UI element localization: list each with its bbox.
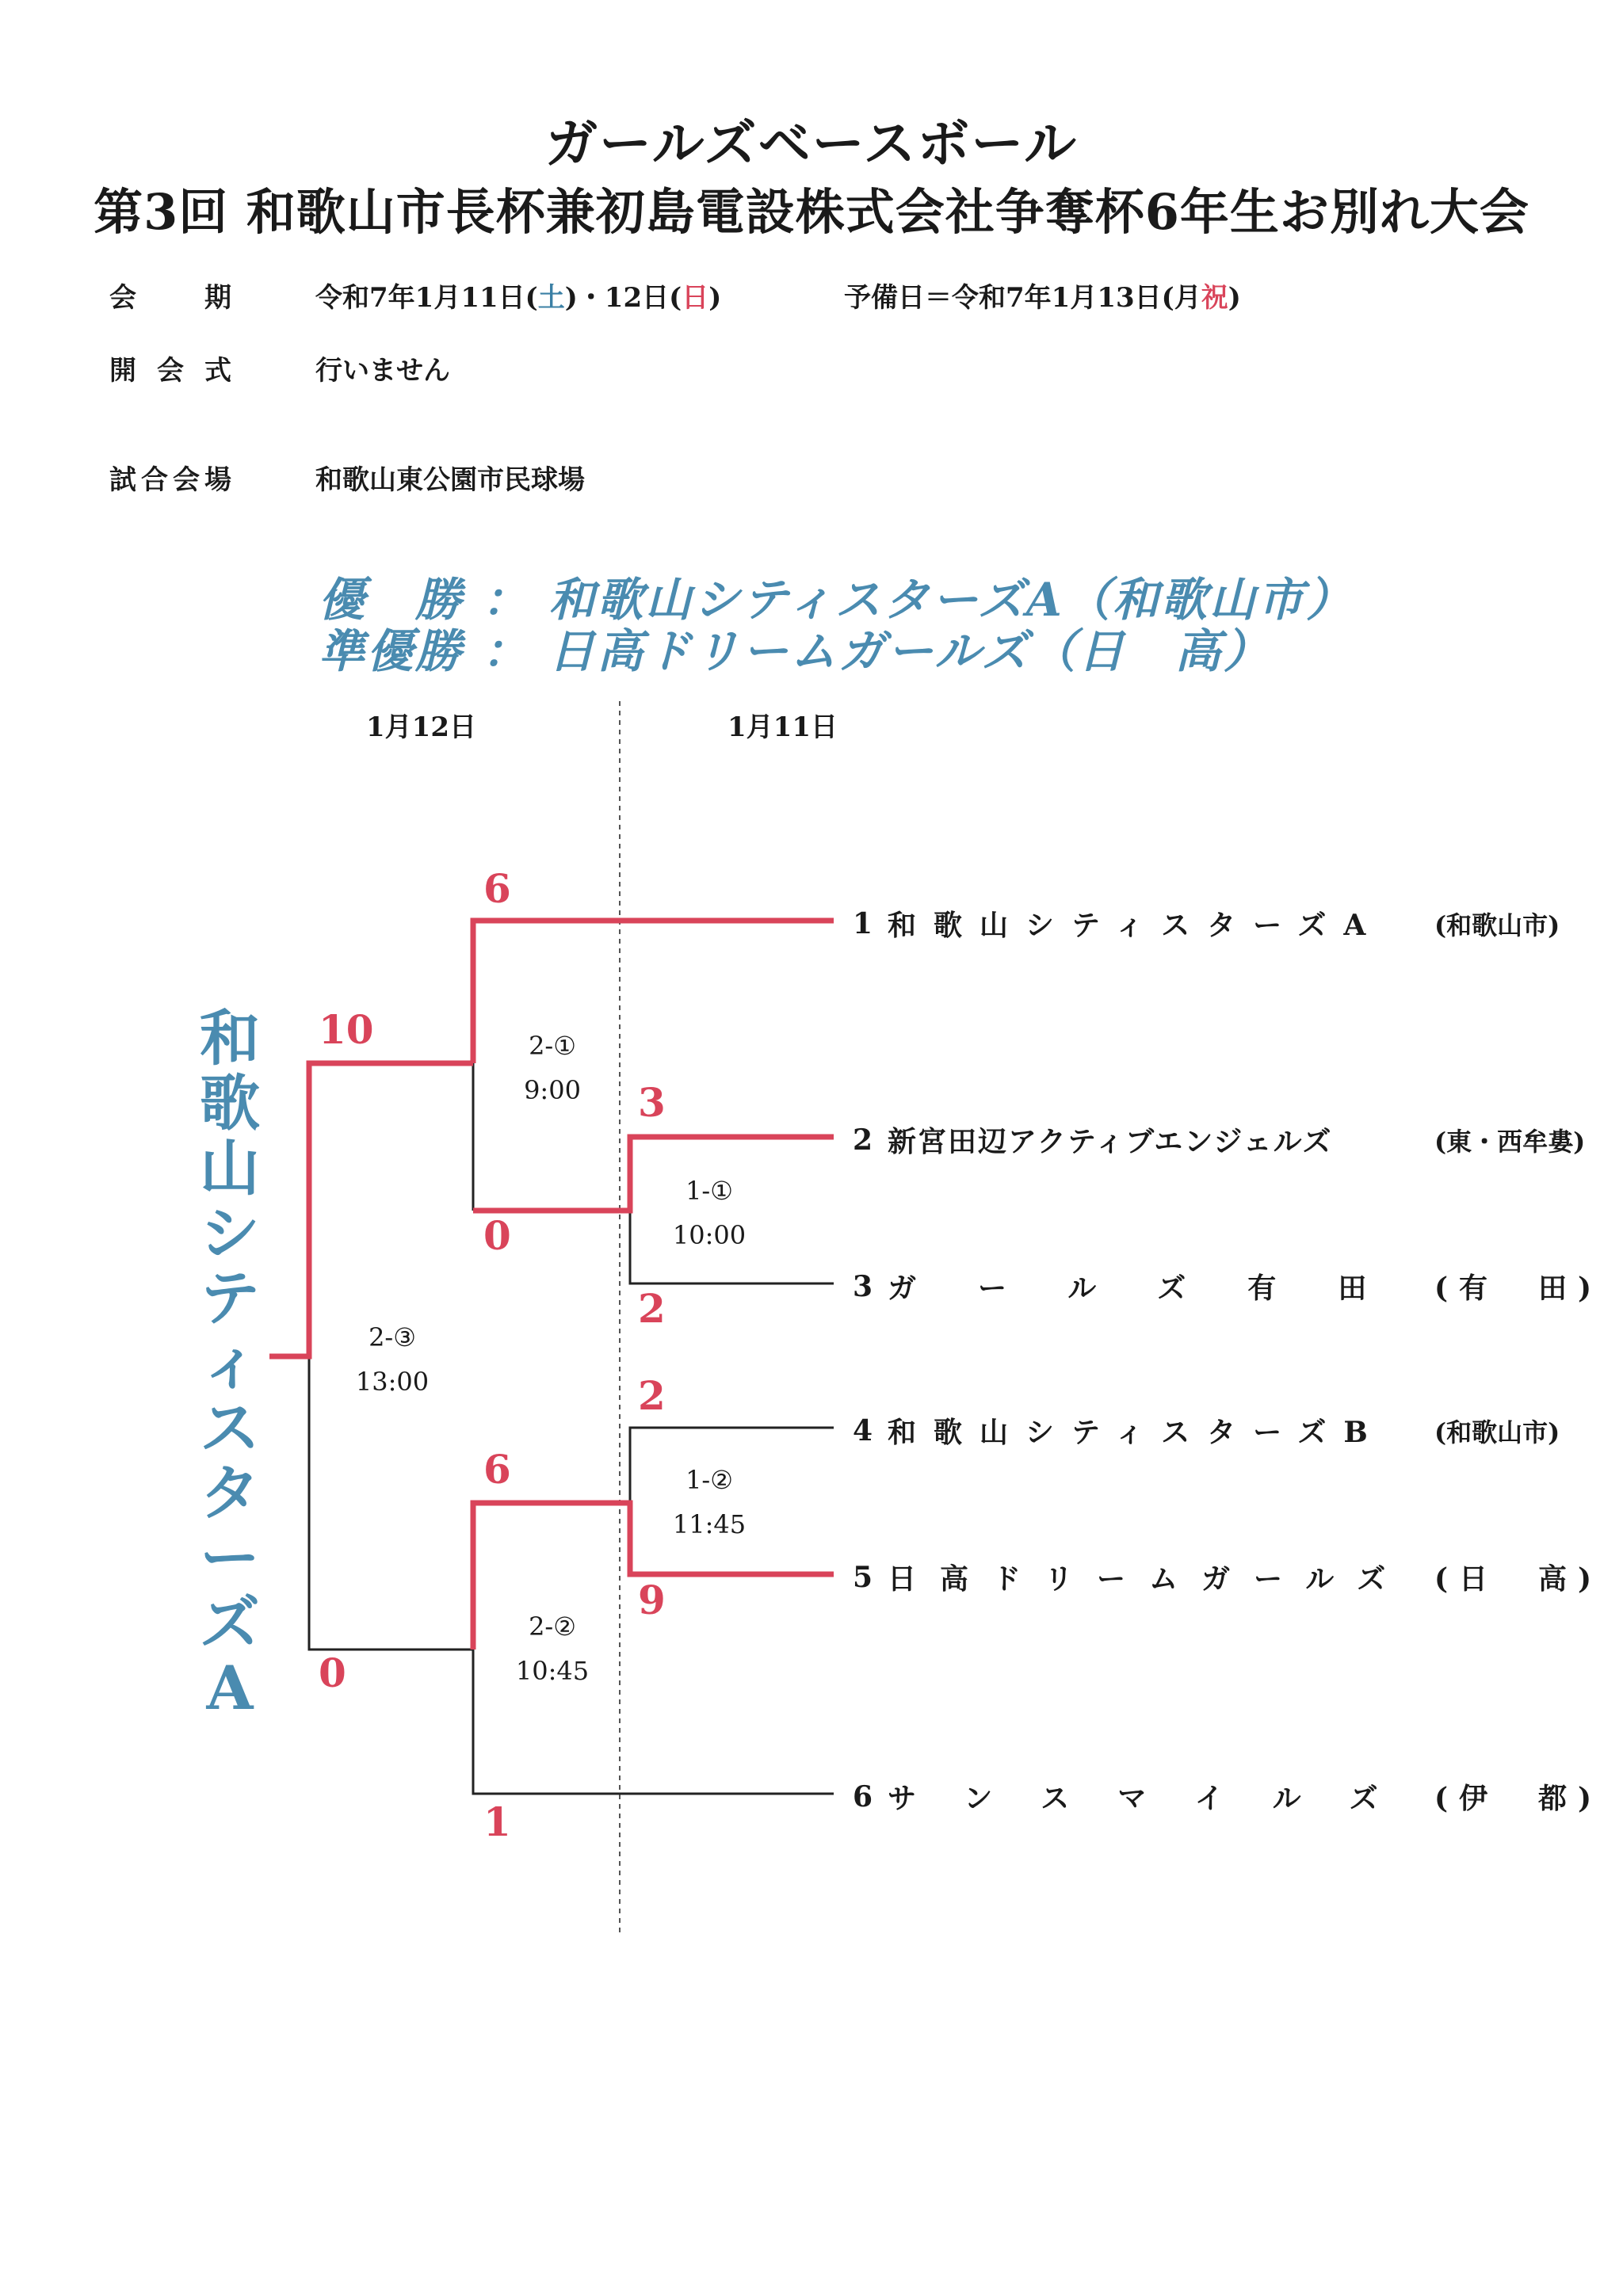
page-title: ガールズベースボール bbox=[544, 113, 1079, 174]
ceremony-value: 行いません bbox=[315, 355, 450, 387]
venue-value: 和歌山東公園市民球場 bbox=[315, 464, 585, 496]
date-right: 1月11日 bbox=[727, 711, 838, 743]
ceremony-label: 開会式 bbox=[109, 355, 252, 387]
match-2-2: 2-② 10:45 bbox=[515, 1611, 590, 1686]
match-1-1: 1-① 10:00 bbox=[672, 1176, 747, 1250]
winner-line: 優 勝 ： 和歌山シティスターズA（和歌山市） bbox=[319, 573, 1354, 627]
score-m11-top: 3 bbox=[638, 1079, 666, 1126]
champion-vertical: 和 歌 山 シ テ ィ ス タ ー ズ A bbox=[200, 1003, 260, 1723]
match-2-1: 2-① 9:00 bbox=[524, 1031, 581, 1105]
team-row: 5 日高ドリームガールズ (日 高) bbox=[853, 1560, 1603, 1596]
team-row: 3 ガールズ有田 (有 田) bbox=[853, 1269, 1603, 1305]
team-row: 1 和歌山シティスターズA (和歌山市) bbox=[853, 906, 1560, 942]
date-left: 1月12日 bbox=[366, 711, 476, 743]
reserve-day: 予備日＝令和7年1月13日(月祝) bbox=[844, 282, 1241, 314]
score-m21-bottom: 0 bbox=[483, 1212, 511, 1259]
line-winner-final bbox=[269, 1063, 473, 1356]
score-m12-bottom: 9 bbox=[638, 1577, 666, 1623]
period-label: 会 期 bbox=[109, 282, 252, 314]
team-row: 6 サンスマイルズ (伊 都) bbox=[853, 1779, 1603, 1815]
score-final-bottom: 0 bbox=[319, 1650, 346, 1696]
score-final-top: 10 bbox=[319, 1006, 374, 1053]
score-m21-top: 6 bbox=[483, 865, 511, 912]
team-row: 4 和歌山シティスターズB (和歌山市) bbox=[853, 1413, 1560, 1449]
score-m11-bottom: 2 bbox=[638, 1285, 666, 1332]
page-subtitle: 第3回 和歌山市長杯兼初島電設株式会社争奪杯6年生お別れ大会 bbox=[94, 183, 1529, 241]
venue-label: 試合会場 bbox=[109, 464, 236, 496]
runner-up-line: 準優勝 ： 日高ドリームガールズ（日 高） bbox=[319, 624, 1272, 678]
period-value: 令和7年1月11日(土)・12日(日) bbox=[315, 282, 722, 314]
team-row: 2 新宮田辺アクティブエンジェルズ (東・西牟婁) bbox=[853, 1123, 1586, 1158]
match-1-2: 1-② 11:45 bbox=[672, 1465, 747, 1539]
match-2-3: 2-③ 13:00 bbox=[355, 1322, 430, 1397]
score-m12-top: 2 bbox=[638, 1372, 666, 1419]
score-m22-top: 6 bbox=[483, 1446, 511, 1493]
score-m22-bottom: 1 bbox=[483, 1798, 511, 1845]
line-winner-team2 bbox=[473, 1137, 834, 1211]
